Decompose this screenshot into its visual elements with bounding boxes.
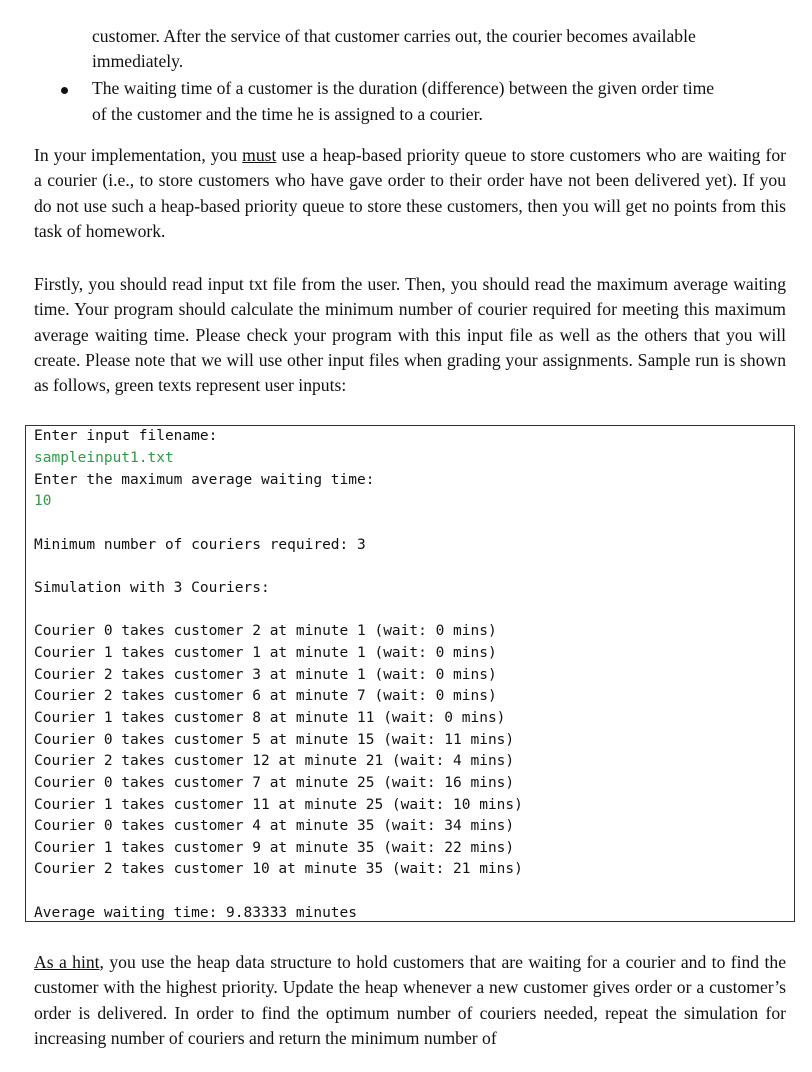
assignment-line: Courier 1 takes customer 9 at minute 35 (wait: 22 mins) — [34, 840, 515, 856]
paragraph-hint — [34, 950, 786, 1051]
must-emphasis: must — [242, 145, 277, 165]
assignment-line: Courier 0 takes customer 5 at minute 15 (wait: 11 mins) — [34, 732, 515, 748]
paragraph-heap-requirement — [34, 143, 786, 244]
prompt-filename: Enter input filename: — [34, 428, 218, 444]
simulation-header: Simulation with 3 Couriers: — [34, 580, 270, 596]
para1-before: In your implementation, you — [34, 145, 243, 165]
assignment-line: Courier 2 takes customer 12 at minute 21 (wait: 4 mins) — [34, 753, 515, 769]
bullet-line-2: of the customer and the time he is assigned to a courier. — [92, 104, 483, 124]
user-input-wait: 10 — [34, 493, 52, 509]
assignment-line: Courier 2 takes customer 10 at minute 35 (wait: 21 mins) — [34, 861, 523, 877]
prompt-wait: Enter the maximum average waiting time: — [34, 472, 375, 488]
assignment-line: Courier 2 takes customer 6 at minute 7 (wait: 0 mins) — [34, 688, 497, 704]
assignment-line: Courier 2 takes customer 3 at minute 1 (wait: 0 mins) — [34, 667, 497, 683]
bullet-icon — [61, 87, 68, 94]
assignment-line: Courier 1 takes customer 1 at minute 1 (wait: 0 mins) — [34, 645, 497, 661]
min-couriers-line: Minimum number of couriers required: 3 — [34, 537, 366, 553]
continuation-line-1: customer. After the service of that customer carries out, the courier becomes available — [92, 26, 696, 46]
paragraph-instructions: Firstly, you should read input txt file from the user. Then, you should read the maximum average waiting time. Your program should calculate the minimum number of courier required for meeting this maximum average waiting time. Please check your program with this input file as well as the others that you will create. Please note that we will use other input files when grading your assignments. Sample run is shown as follows, green texts represent user inputs: — [34, 274, 786, 396]
assignment-line: Courier 1 takes customer 8 at minute 11 (wait: 0 mins) — [34, 710, 506, 726]
user-input-filename: sampleinput1.txt — [34, 450, 174, 466]
bullet-line-1: The waiting time of a customer is the duration (difference) between the given order time — [92, 78, 715, 98]
assignment-line: Courier 0 takes customer 7 at minute 25 (wait: 16 mins) — [34, 775, 515, 791]
hint-text: , you use the heap data structure to hold customers that are waiting for a courier and to find the customer with the highest priority. Update the heap whenever a new customer gives order or a customer’s order is delivered. In order to find the optimum number of couriers needed, repeat the simulation for increasing number of couriers and return the minimum number of — [34, 952, 787, 1048]
continuation-line-2: immediately. — [92, 51, 184, 71]
para1-after: use a heap-based priority queue to store customers who are waiting for a courier (i.e., to store customers who have gave order to their order have not been delivered yet). If you do not use such a heap-based priority queue to store these customers, then you will get no points from this task of homework. — [34, 145, 786, 241]
sample-run-console — [25, 425, 795, 922]
assignment-line: Courier 0 takes customer 4 at minute 35 (wait: 34 mins) — [34, 818, 515, 834]
hint-label: As a hint — [34, 952, 100, 972]
assignment-line: Courier 1 takes customer 11 at minute 25 (wait: 10 mins) — [34, 797, 523, 813]
average-line: Average waiting time: 9.83333 minutes — [34, 905, 358, 921]
assignment-line: Courier 0 takes customer 2 at minute 1 (wait: 0 mins) — [34, 623, 497, 639]
